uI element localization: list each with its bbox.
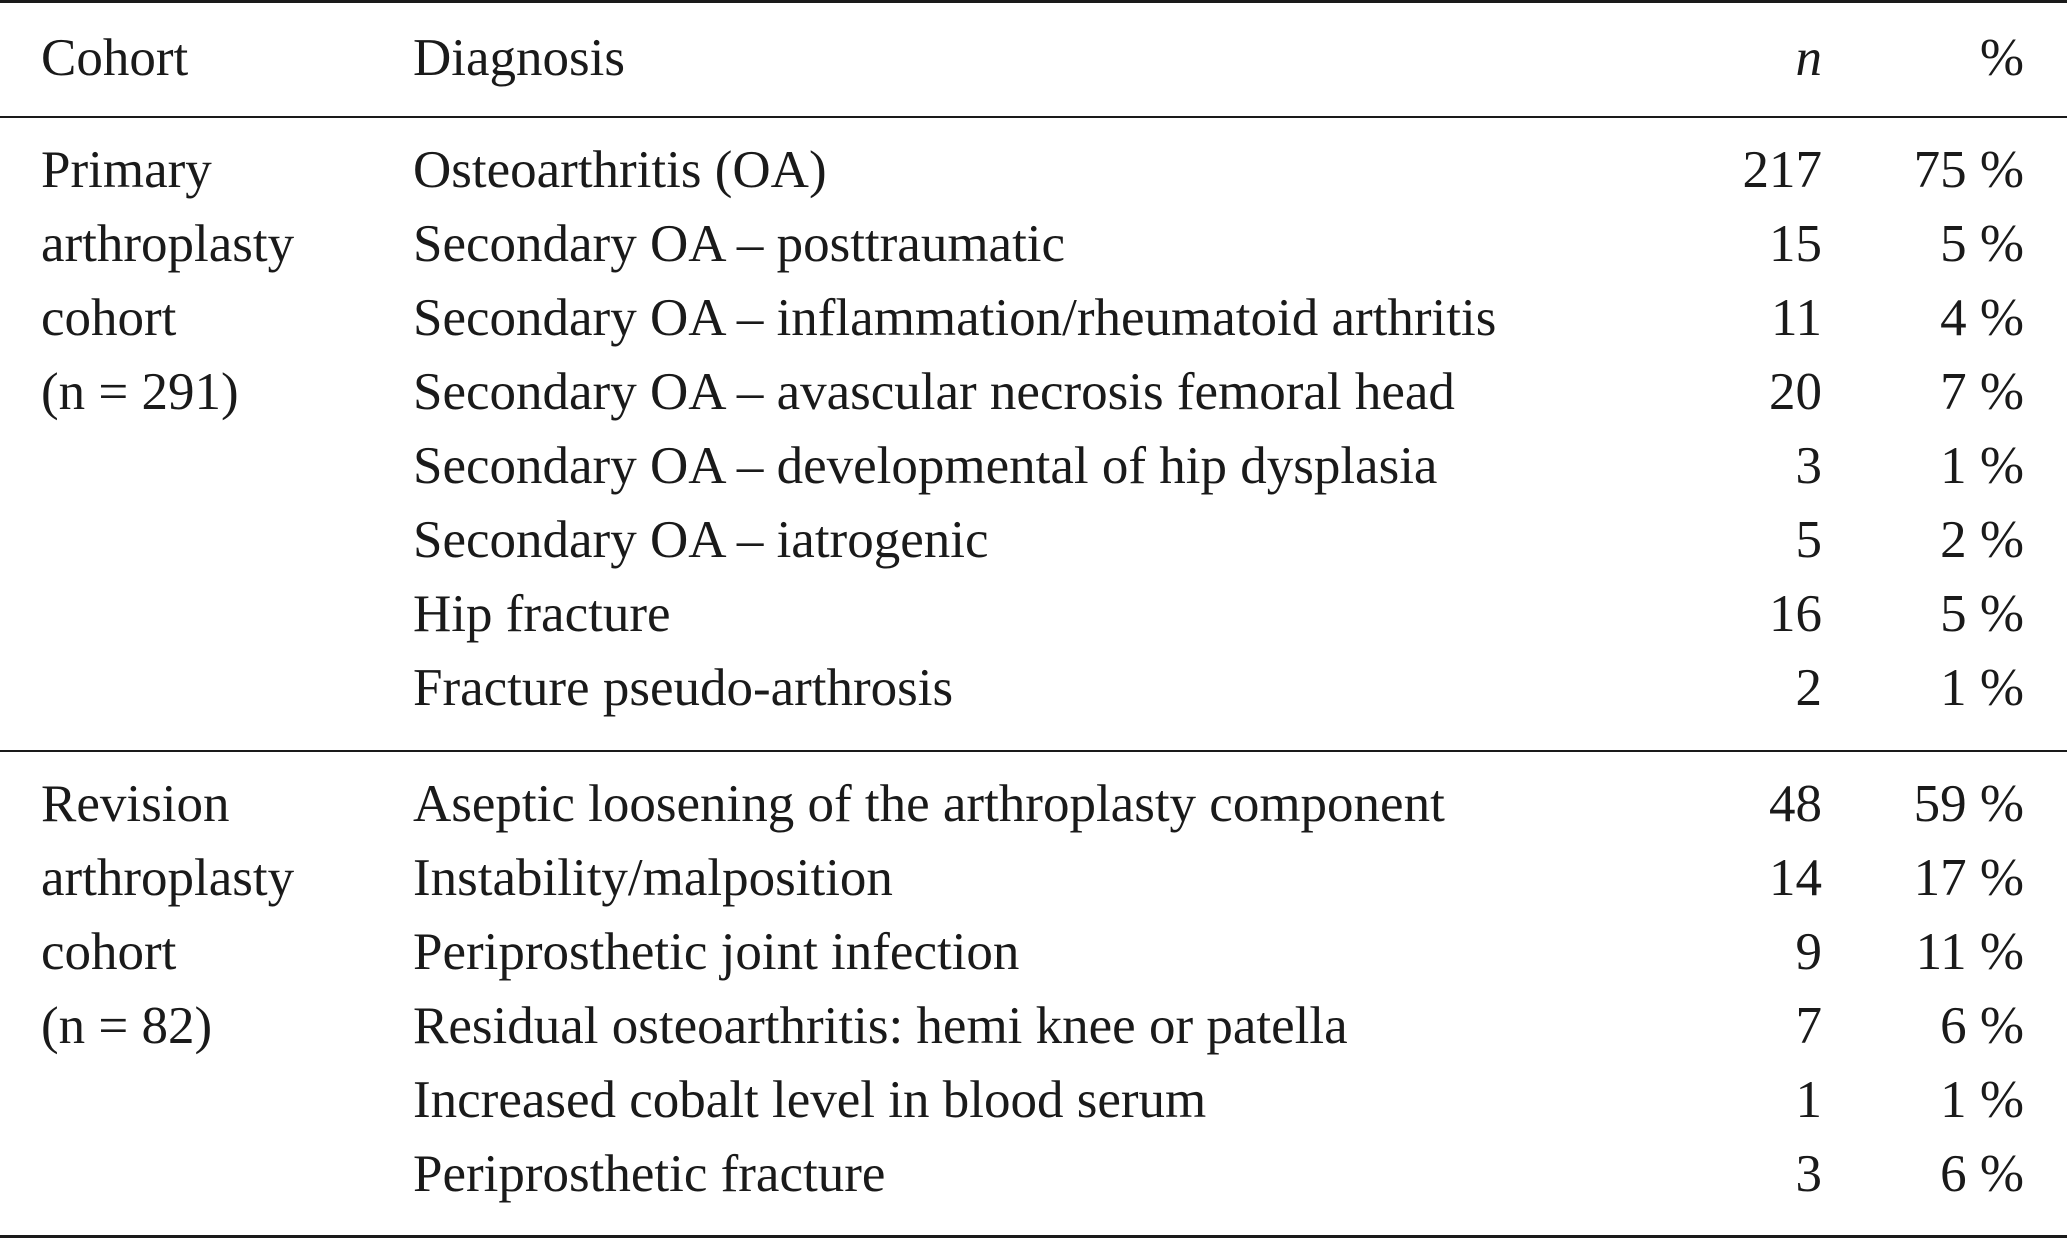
table-row-n: 48 — [1769, 775, 1822, 833]
table-row-diagnosis: Hip fracture — [413, 585, 671, 643]
table-row-diagnosis: Residual osteoarthritis: hemi knee or patella — [413, 997, 1348, 1055]
table-row-n: 5 — [1795, 511, 1822, 569]
cohort-label-revision: Revision arthroplasty cohort (n = 82) — [41, 775, 295, 1055]
table-row-percent: 17 % — [1913, 849, 2024, 907]
table-row-n: 14 — [1769, 849, 1822, 907]
header-n: n — [1795, 29, 1822, 87]
table-row-diagnosis: Secondary OA – developmental of hip dysplasia — [413, 437, 1438, 495]
table-row-n: 11 — [1770, 289, 1822, 347]
table-row-diagnosis: Fracture pseudo-arthrosis — [413, 659, 954, 717]
table-row-diagnosis: Secondary OA – inflammation/rheumatoid arthritis — [413, 289, 1497, 347]
cohort-label-primary: Primary arthroplasty cohort (n = 291) — [41, 141, 295, 421]
table-row-n: 16 — [1769, 585, 1822, 643]
table-row-percent: 5 % — [1940, 215, 2024, 273]
table-row-n: 9 — [1795, 923, 1822, 981]
table-row-percent: 1 % — [1940, 1071, 2024, 1129]
table-row-n: 2 — [1795, 659, 1822, 717]
table-row-diagnosis: Periprosthetic fracture — [413, 1145, 886, 1203]
table-row-percent: 75 % — [1913, 141, 2024, 199]
header-rule — [0, 116, 2067, 118]
table-row-diagnosis: Secondary OA – posttraumatic — [413, 215, 1066, 273]
table-row-percent: 7 % — [1940, 363, 2024, 421]
header-cohort: Cohort — [41, 29, 189, 87]
table-row-percent: 59 % — [1913, 775, 2024, 833]
table-row-diagnosis: Aseptic loosening of the arthroplasty component — [413, 775, 1445, 833]
table-row-n: 217 — [1742, 141, 1822, 199]
header-percent: % — [1979, 29, 2024, 87]
table-row-n: 20 — [1769, 363, 1822, 421]
table-row-diagnosis: Increased cobalt level in blood serum — [413, 1071, 1207, 1129]
table-row-diagnosis: Secondary OA – iatrogenic — [413, 511, 989, 569]
table-row-n: 15 — [1769, 215, 1822, 273]
table-row-percent: 6 % — [1940, 1145, 2024, 1203]
table-row-diagnosis: Osteoarthritis (OA) — [413, 141, 827, 199]
top-rule — [0, 0, 2067, 3]
table-row-percent: 1 % — [1940, 659, 2024, 717]
table-row-n: 3 — [1795, 437, 1822, 495]
table-row-diagnosis: Instability/malposition — [413, 849, 893, 907]
table-row-percent: 1 % — [1940, 437, 2024, 495]
table-row-diagnosis: Secondary OA – avascular necrosis femoral head — [413, 363, 1455, 421]
group-separator-rule — [0, 750, 2067, 752]
table-row-percent: 4 % — [1940, 289, 2024, 347]
table-row-percent: 2 % — [1940, 511, 2024, 569]
table-row-n: 7 — [1795, 997, 1822, 1055]
table-row-percent: 5 % — [1940, 585, 2024, 643]
bottom-rule — [0, 1235, 2067, 1238]
table-row-diagnosis: Periprosthetic joint infection — [413, 923, 1020, 981]
table-row-percent: 6 % — [1940, 997, 2024, 1055]
header-diagnosis: Diagnosis — [413, 29, 625, 87]
table-row-n: 3 — [1795, 1145, 1822, 1203]
table-row-percent: 11 % — [1915, 923, 2024, 981]
table-row-n: 1 — [1795, 1071, 1822, 1129]
